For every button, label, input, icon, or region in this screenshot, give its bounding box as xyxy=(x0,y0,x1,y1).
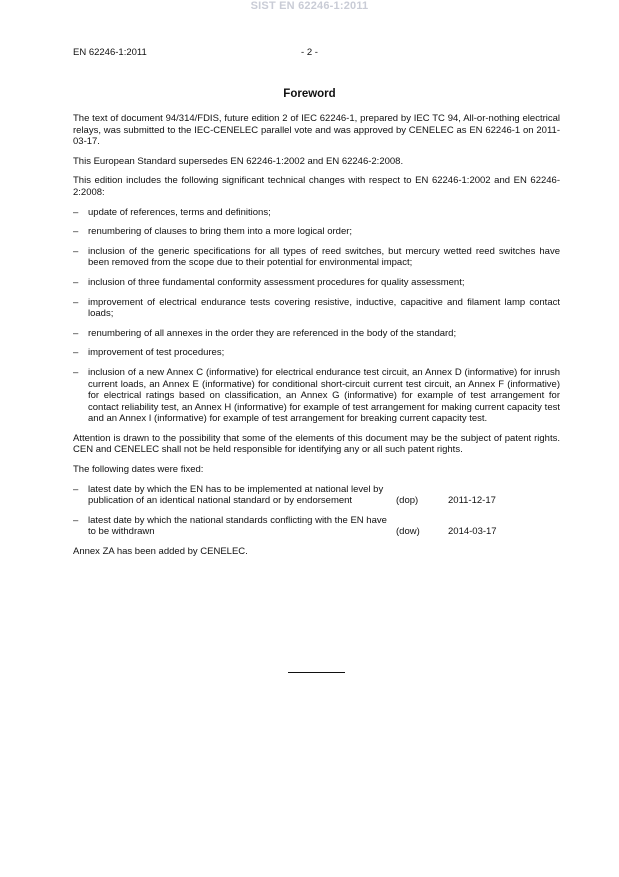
dash-marker: – xyxy=(73,514,79,526)
list-item-text: inclusion of the generic specifications for all types of reed switches, but mercury wetted reed switches have been removed from the scope due to their potential for environmental impact; xyxy=(88,245,560,269)
date-row-dop xyxy=(73,484,560,507)
paragraph-patent-notice: Attention is drawn to the possibility that some of the elements of this document may be the subject of patent rights. CEN and CENELEC shall not be held responsible for identifying any or all such patent rights. xyxy=(73,432,560,456)
paragraph-changes-intro: This edition includes the following significant technical changes with respect to EN 62246-1:2002 and EN 62246-2:2008: xyxy=(73,175,560,198)
dash-marker: – xyxy=(73,206,79,218)
dash-marker: – xyxy=(73,245,79,257)
dash-marker: – xyxy=(73,296,79,308)
list-item-text: improvement of electrical endurance tests covering resistive, inductive, capacitive and filament lamp contact loads; xyxy=(88,296,560,320)
date-row-dow xyxy=(73,515,560,538)
list-item xyxy=(73,297,560,320)
date-abbreviation: (dop) xyxy=(396,495,419,507)
dash-marker: – xyxy=(73,276,79,288)
document-id: EN 62246-1:2011 xyxy=(73,47,147,58)
list-item-text: update of references, terms and definitions; xyxy=(88,206,271,218)
date-description: latest date by which the EN has to be implemented at national level by publication of an identical national standard or by endorsement xyxy=(88,483,384,507)
paragraph-annex-note: Annex ZA has been added by CENELEC. xyxy=(73,546,248,558)
list-item xyxy=(73,367,560,425)
date-abbreviation: (dow) xyxy=(396,526,420,538)
paragraph-document-text: The text of document 94/314/FDIS, future edition 2 of IEC 62246-1, prepared by IEC TC 94, All-or-nothing electrical relays, was submitted to the IEC-CENELEC parallel vote and was approved by CENELEC as EN 62246-1 on 2011-03-17. xyxy=(73,113,560,148)
page-number: - 2 - xyxy=(301,47,318,58)
dash-marker: – xyxy=(73,366,79,378)
list-item-text: renumbering of all annexes in the order they are referenced in the body of the standard; xyxy=(88,327,457,339)
paragraph-dates-intro: The following dates were fixed: xyxy=(73,464,204,476)
dash-marker: – xyxy=(73,483,79,495)
list-item xyxy=(73,226,560,238)
end-rule xyxy=(288,672,345,673)
paragraph-supersedes: This European Standard supersedes EN 62246-1:2002 and EN 62246-2:2008. xyxy=(73,155,404,167)
list-item-text: inclusion of three fundamental conformity assessment procedures for quality assessment; xyxy=(88,276,465,288)
list-item-text: inclusion of a new Annex C (informative) for electrical endurance test circuit, an Annex D (informative) for inrush current loads, an Annex E (informative) for conditional short-circuit current test circuit, an Annex F (informative) for electrical ratings based on classification, an Annex G (informative) for example of test arrangement for contact reliability test, an Annex H (informative) for example of test arrangement for making current capacity test and an Annex I (informative) for example of test arrangement for breaking current capacity test. xyxy=(88,366,560,425)
page-title: Foreword xyxy=(283,88,336,100)
list-item-text: renumbering of clauses to bring them into a more logical order; xyxy=(88,226,353,238)
date-value: 2014-03-17 xyxy=(448,526,497,538)
date-value: 2011-12-17 xyxy=(448,495,496,507)
watermark: SIST EN 62246-1:2011 xyxy=(250,0,369,12)
list-item-text: improvement of test procedures; xyxy=(88,347,225,359)
date-description: latest date by which the national standards conflicting with the EN have to be withdrawn xyxy=(88,514,387,538)
list-item xyxy=(73,328,560,340)
list-item xyxy=(73,246,560,269)
list-item xyxy=(73,347,560,359)
dash-marker: – xyxy=(73,226,79,238)
dash-marker: – xyxy=(73,347,79,359)
foreword-body xyxy=(73,113,560,566)
dash-marker: – xyxy=(73,327,79,339)
list-item xyxy=(73,277,560,289)
dates-list xyxy=(73,484,560,538)
list-item xyxy=(73,207,560,219)
